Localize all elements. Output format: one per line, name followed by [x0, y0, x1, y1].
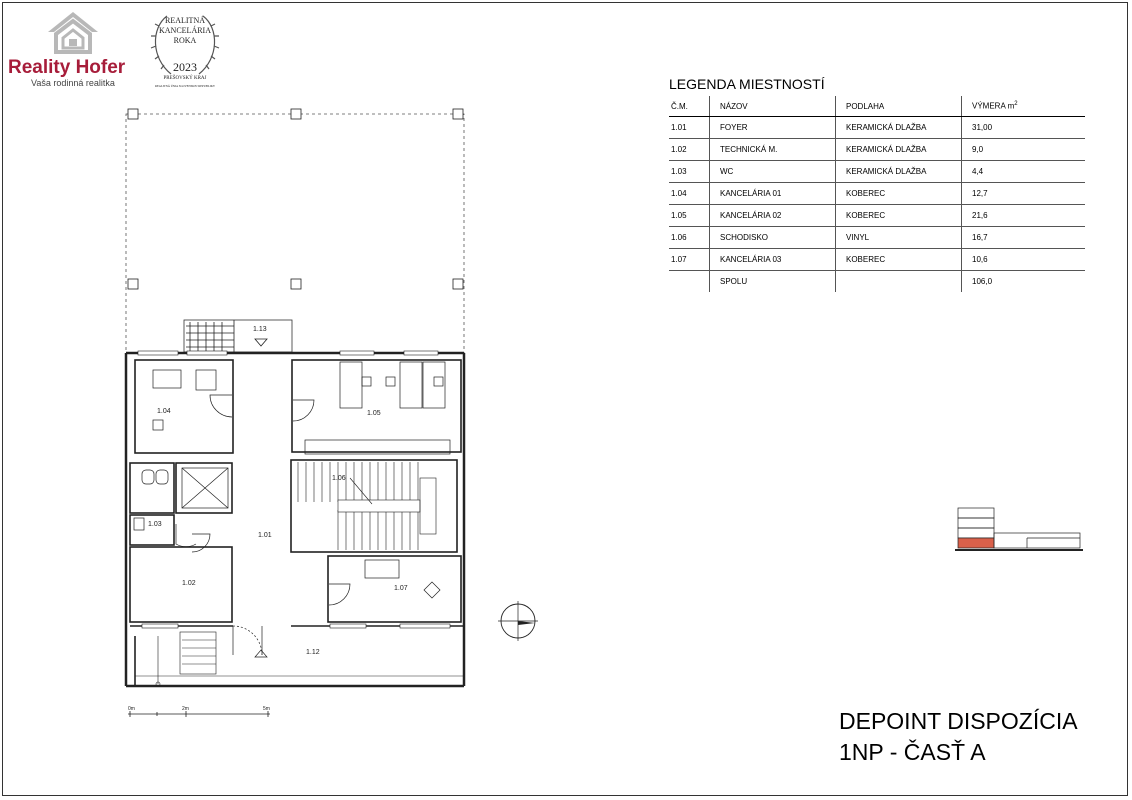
legend-row [669, 227, 1085, 249]
room-label-1-06: 1.06 [332, 475, 346, 482]
legend-cell-floor: KOBEREC [836, 205, 962, 227]
room-label-1-01: 1.01 [258, 532, 272, 539]
legend-cell-name: WC [710, 161, 836, 183]
legend-cell-name: SCHODISKO [710, 227, 836, 249]
legend-row [669, 183, 1085, 205]
legend-title: LEGENDA MIESTNOSTÍ [669, 76, 825, 92]
award-badge [145, 8, 225, 92]
legend-cell-area: 4,4 [962, 161, 1086, 183]
legend-cell-num: 1.07 [669, 249, 710, 271]
legend-cell-floor: VINYL [836, 227, 962, 249]
award-region: PREŠOVSKÝ KRAJ [163, 76, 207, 81]
scale-label-5: 5m [263, 706, 270, 712]
legend-header-floor: PODLAHA [836, 96, 962, 117]
legend-header-area-sup: 2 [1014, 101, 1018, 108]
bottom-entrance-stairs [135, 632, 464, 686]
legend-row [669, 161, 1085, 183]
room-label-1-02: 1.02 [182, 580, 196, 587]
room-label-1-05: 1.05 [367, 410, 381, 417]
legend-cell-area: 12,7 [962, 183, 1086, 205]
legend-cell-area: 16,7 [962, 227, 1086, 249]
legend-cell-num: 1.06 [669, 227, 710, 249]
room-legend-table [669, 96, 1085, 292]
legend-cell-area: 9,0 [962, 139, 1086, 161]
highlighted-section [958, 538, 994, 548]
legend-cell-floor: KOBEREC [836, 183, 962, 205]
brand-logo[interactable] [8, 10, 138, 90]
legend-row [669, 249, 1085, 271]
brand-slogan: Vaša rodinná realitka [31, 78, 115, 88]
legend-cell-name: KANCELÁRIA 02 [710, 205, 836, 227]
drawing-subtitle: 1NP - ČASŤ A [839, 739, 986, 765]
legend-cell-area: 31,00 [962, 117, 1086, 139]
legend-cell-num [669, 271, 710, 293]
legend-cell-floor: KERAMICKÁ DLAŽBA [836, 161, 962, 183]
legend-header-area-text: VÝMERA m [972, 101, 1015, 111]
legend-row [669, 117, 1085, 139]
scale-label-2: 2m [182, 706, 189, 712]
legend-cell-num: 1.04 [669, 183, 710, 205]
legend-header-num: Č.M. [669, 96, 710, 117]
legend-cell-num: 1.03 [669, 161, 710, 183]
north-arrow-icon [497, 600, 539, 642]
legend-cell-area: 21,6 [962, 205, 1086, 227]
legend-cell-area: 10,6 [962, 249, 1086, 271]
room-labels [148, 326, 408, 656]
legend-cell-name: KANCELÁRIA 01 [710, 183, 836, 205]
room-label-1-12: 1.12 [306, 649, 320, 656]
award-line1: REALITNÁ [165, 16, 205, 25]
brand-name: Reality Hofer [8, 57, 126, 78]
award-line3: ROKA [173, 36, 197, 45]
award-small: REALITNÁ ÚNIA SLOVENSKEJ REPUBLIKY [154, 84, 216, 88]
legend-cell-floor: KERAMICKÁ DLAŽBA [836, 117, 962, 139]
legend-cell-name: KANCELÁRIA 03 [710, 249, 836, 271]
legend-header-row [669, 96, 1085, 117]
legend-header-name: NÁZOV [710, 96, 836, 117]
legend-cell-area: 106,0 [962, 271, 1086, 293]
legend-cell-name: SPOLU [710, 271, 836, 293]
room-label-1-13: 1.13 [253, 326, 267, 333]
scale-label-0: 0m [128, 706, 135, 712]
legend-cell-floor: KERAMICKÁ DLAŽBA [836, 139, 962, 161]
drawing-title: DEPOINT DISPOZÍCIA [839, 708, 1078, 734]
scale-bar [120, 700, 290, 720]
legend-cell-floor: KOBEREC [836, 249, 962, 271]
legend-cell-num: 1.01 [671, 123, 687, 132]
doors [176, 395, 350, 657]
legend-row [669, 139, 1085, 161]
legend-cell-num: 1.02 [669, 139, 710, 161]
top-entrance-stairs [184, 320, 292, 352]
legend-total-row [669, 271, 1085, 293]
building-key-plan [955, 505, 1085, 560]
room-label-1-03: 1.03 [148, 521, 162, 528]
legend-cell-name: FOYER [710, 117, 836, 139]
inner-staircase [298, 462, 436, 550]
legend-cell-num: 1.05 [669, 205, 710, 227]
house-logo-icon [46, 10, 100, 54]
floor-plan [120, 100, 480, 700]
legend-header-area [962, 96, 1086, 117]
terrace-outline [126, 109, 464, 353]
outer-walls [126, 353, 464, 686]
legend-cell-name: TECHNICKÁ M. [710, 139, 836, 161]
legend-cell-floor [836, 271, 962, 293]
room-label-1-04: 1.04 [157, 408, 171, 415]
award-year: 2023 [173, 60, 197, 74]
award-line2: KANCELÁRIA [159, 26, 211, 35]
legend-row [669, 205, 1085, 227]
room-label-1-07: 1.07 [394, 585, 408, 592]
